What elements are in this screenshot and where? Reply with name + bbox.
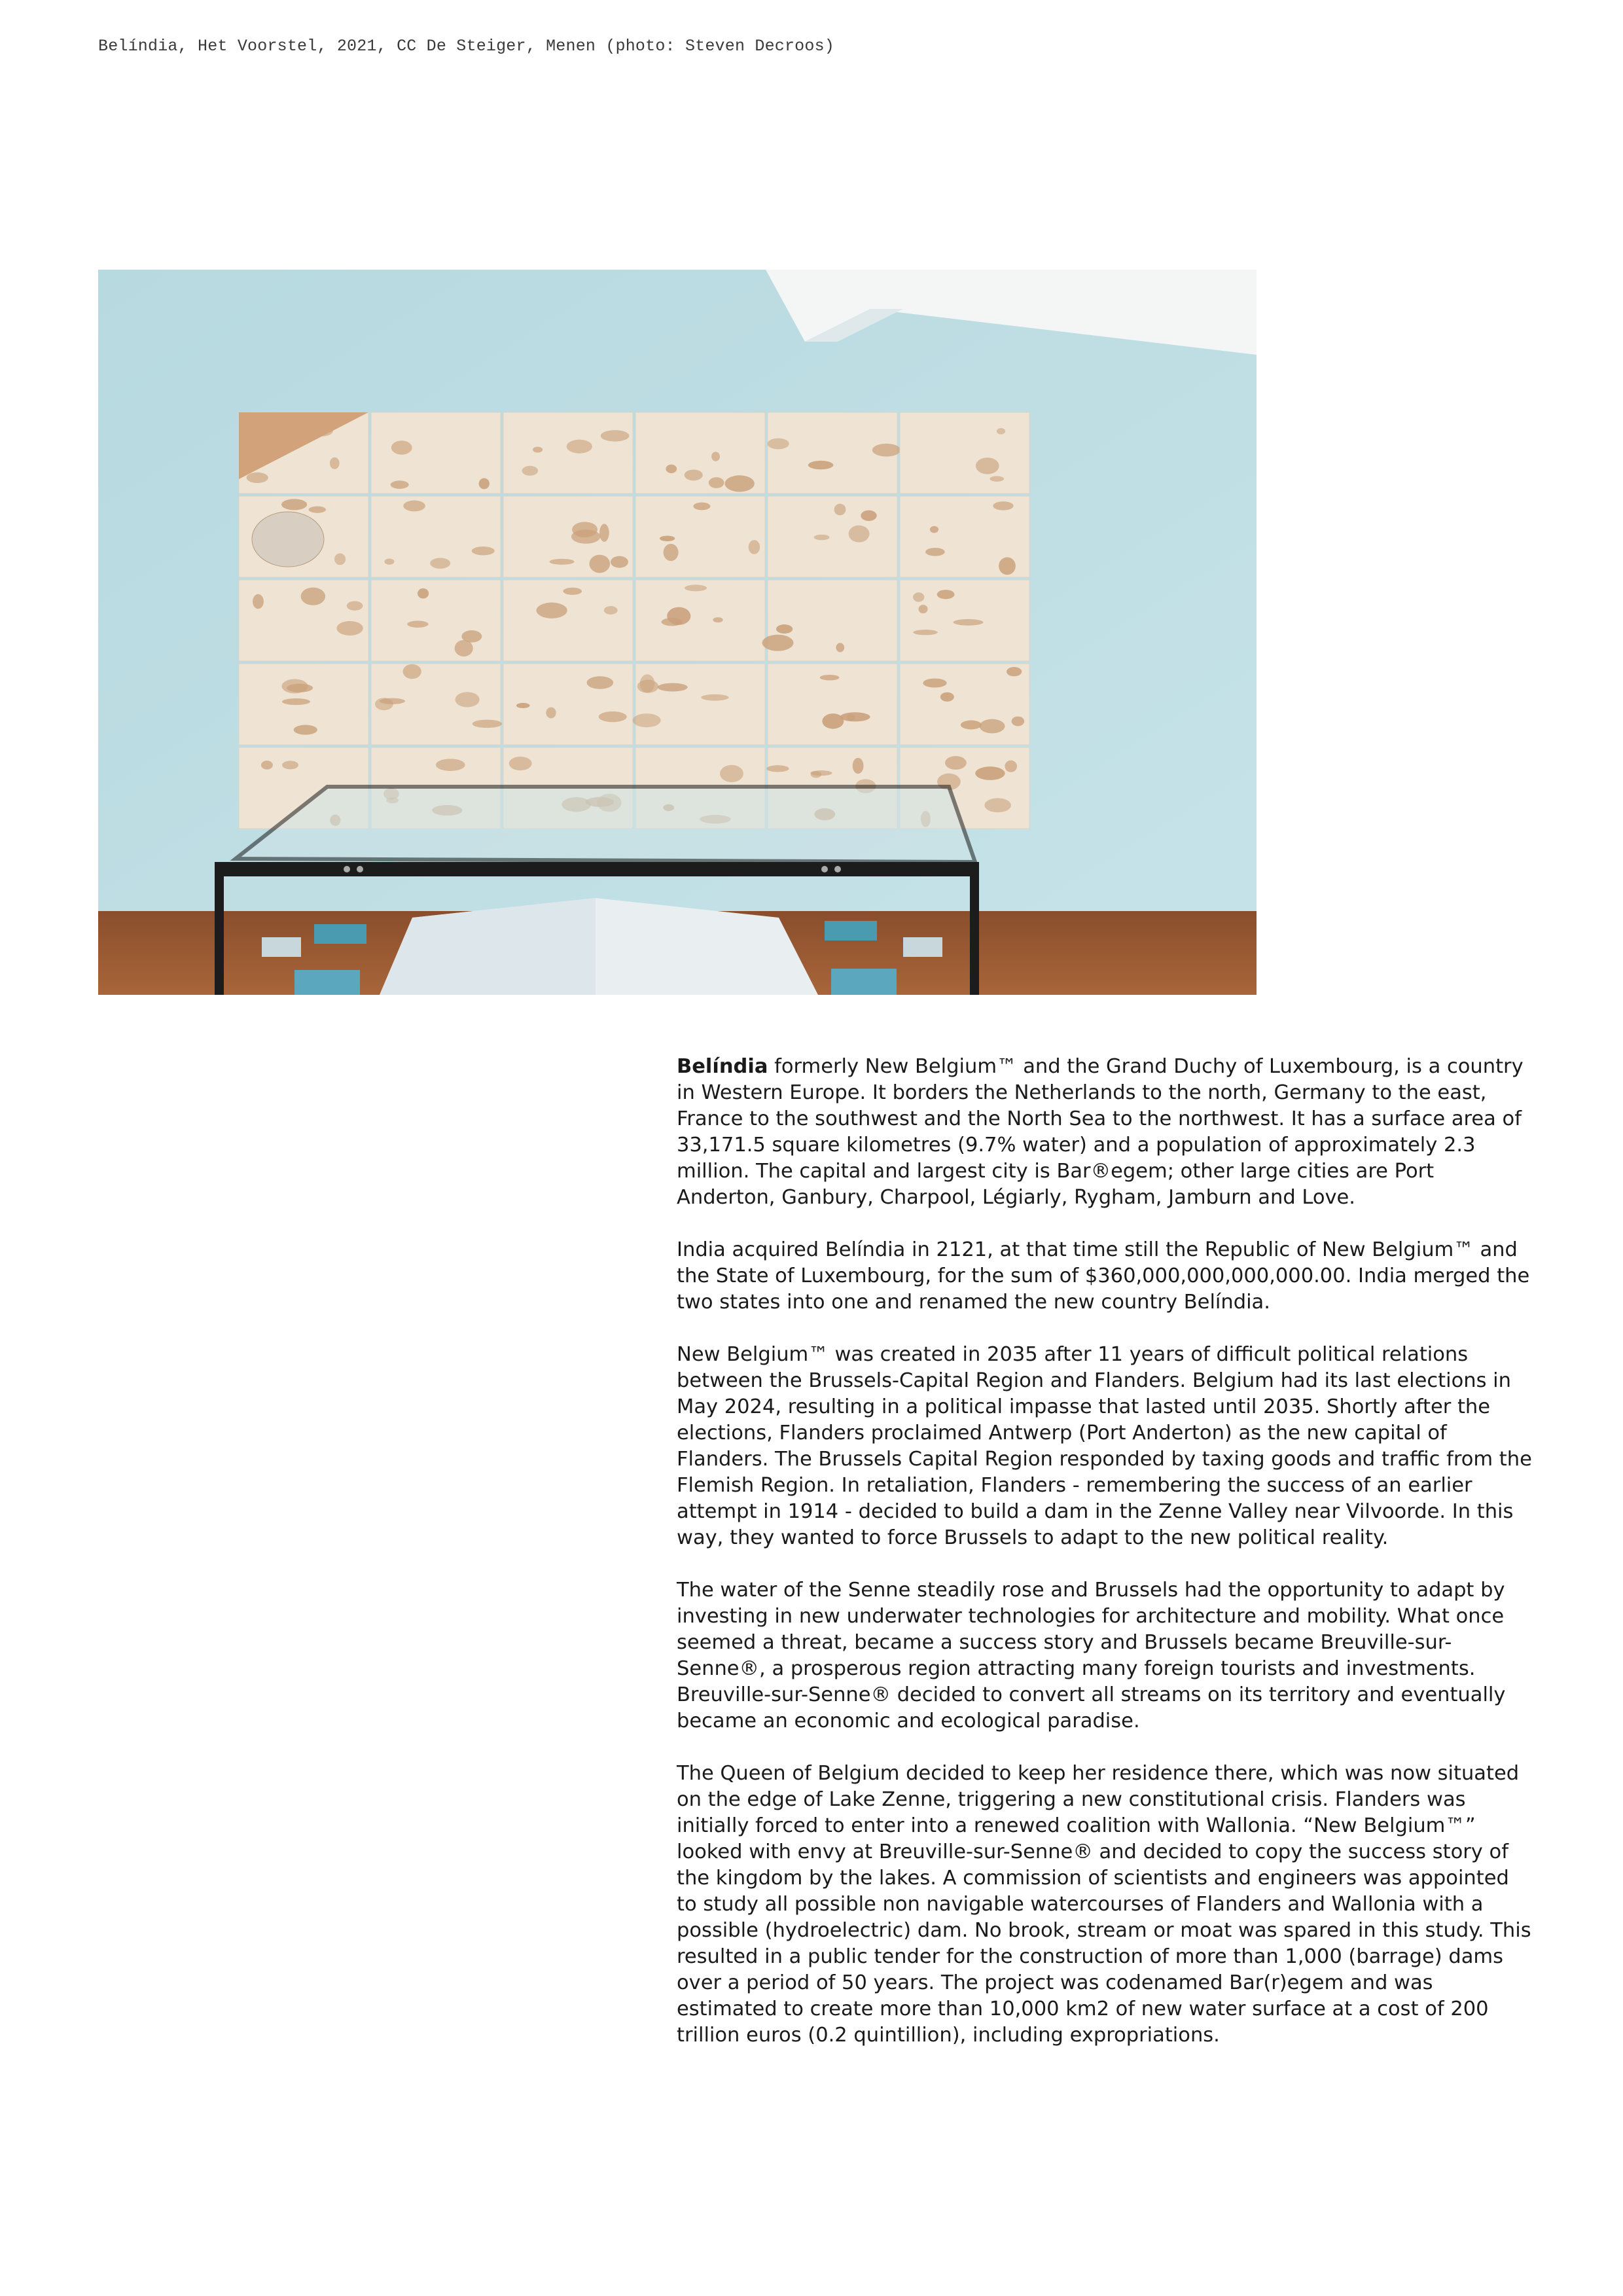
map-lake-mark (537, 603, 567, 619)
map-lake-mark (701, 694, 728, 701)
map-lake-mark (509, 757, 532, 770)
map-lake-mark (572, 522, 597, 537)
map-lake-mark (975, 766, 1005, 780)
map-lake-mark (403, 664, 421, 679)
map-lake-mark (430, 558, 450, 568)
map-lake-mark (820, 675, 840, 681)
map-lake-mark (1007, 667, 1022, 676)
map-lake-mark (633, 713, 661, 727)
map-lake-mark (768, 439, 789, 450)
map-lake-mark (533, 447, 543, 453)
map-lake-mark (418, 588, 429, 599)
map-lake-mark (261, 761, 273, 770)
map-lake-mark (836, 643, 844, 652)
map-lake-mark (336, 621, 363, 636)
article-body (677, 1054, 1534, 2075)
map-lake-mark (473, 720, 502, 728)
map-lake-mark (822, 713, 844, 728)
map-lake-mark (587, 676, 614, 689)
map-lake-mark (546, 708, 556, 719)
map-lake-mark (834, 504, 846, 516)
map-lake-mark (925, 548, 945, 556)
map-lake-mark (601, 430, 630, 441)
map-lake-mark (993, 501, 1013, 511)
map-tile (900, 664, 1029, 745)
map-lake-mark (984, 798, 1011, 812)
map-lake-mark (309, 507, 327, 513)
map-lake-mark (253, 594, 264, 609)
map-lake-mark (1012, 717, 1025, 726)
map-lake-mark (999, 557, 1016, 575)
map-lake-mark (1005, 761, 1017, 772)
map-lake-mark (664, 544, 679, 561)
map-lake-mark (247, 473, 268, 483)
map-lake-mark (301, 588, 326, 605)
map-lake-mark (455, 640, 473, 656)
map-lake-mark (666, 465, 677, 473)
map-lake-mark (913, 630, 937, 635)
map-lake-mark (766, 765, 789, 772)
map-lake-mark (384, 558, 394, 564)
paragraph-5: The Queen of Belgium decided to keep her residence there, which was now situated on the edge of Lake Zenne, triggering a new constitutional crisis. Flanders was initially forced to enter into a renewed coalition with Wallonia. “New Belgium™” looked with envy at Breuville-sur-Senne® and decided to copy the success story of the kingdom by the lakes. A commission of scientists and engineers was appointed to study all possible non navigable watercourses of Flanders and Wallonia with a possible (hydroelectric) dam. No brook, stream or moat was spared in this study. This resulted in a public tender for the construction of more than 1,000 (barrage) dams over a period of 50 years. The project was codenamed Bar(r)egem and was estimated to create more than 10,000 km2 of new water surface at a cost of 200 trillion euros (0.2 quintillion), including expropriations. (677, 1762, 1531, 2047)
map-lake-mark (685, 584, 707, 591)
map-lake-mark (847, 714, 855, 721)
map-lake-mark (282, 698, 310, 705)
map-lake-mark (375, 698, 393, 710)
map-lake-mark (334, 553, 346, 565)
map-lake-mark (808, 461, 834, 469)
map-lake-mark (550, 559, 575, 565)
paragraph-1 (677, 1054, 1534, 1211)
map-lake-mark (567, 440, 592, 454)
map-lake-mark (918, 605, 927, 613)
exhibition-photo-icon (98, 270, 1257, 995)
map-lake-mark (294, 725, 317, 734)
map-lake-mark (281, 679, 308, 694)
map-lake-mark (479, 478, 490, 490)
map-lake-mark (599, 711, 627, 722)
map-lake-mark (814, 535, 830, 541)
exhibition-photo (98, 270, 1257, 995)
map-lake-mark (840, 712, 870, 721)
map-lake-mark (658, 683, 688, 692)
paragraph-1-text: formerly New Belgium™ and the Grand Duchy of Luxembourg, is a country in Western Europe. It borders the Netherlands to the north, Germany to the east, France to the southwest and the North Sea to the northwest. It has a surface area of 33,171.5 square kilometres (9.7% water) and a population of approximately 2.3 million. The capital and largest city is Bar®egem; other large cities are Port Anderton, Ganbury, Charpool, Légiarly, Rygham, Jamburn and Love. (677, 1055, 1524, 1209)
map-lake-mark (252, 512, 324, 567)
map-lake-mark (660, 536, 675, 541)
map-lake-mark (720, 765, 743, 782)
map-lake-mark (436, 759, 465, 771)
map-lake-mark (980, 719, 1005, 734)
map-lake-mark (810, 770, 832, 776)
map-lake-mark (685, 469, 703, 480)
map-lake-mark (762, 635, 794, 651)
map-lake-mark (599, 524, 609, 541)
map-lake-mark (861, 511, 876, 521)
map-lake-mark (281, 499, 307, 510)
map-lake-mark (516, 703, 530, 708)
map-lake-mark (913, 592, 924, 602)
map-lake-mark (872, 444, 901, 457)
paragraph-4: The water of the Senne steadily rose and Brussels had the opportunity to adapt by investing in new underwater technologies for architecture and mobility. What once seemed a threat, became a success story and Brussels became Breuville-sur-Senne®, a prosperous region attracting many foreign tourists and investments. Breuville-sur-Senne® decided to convert all streams on its territory and eventually became an economic and ecological paradise. (677, 1579, 1506, 1732)
map-tile (503, 412, 633, 493)
map-lake-mark (990, 476, 1004, 481)
map-tile (768, 496, 897, 577)
map-lake-mark (407, 620, 428, 627)
map-lake-mark (749, 540, 760, 554)
map-lake-mark (637, 680, 658, 693)
map-lake-mark (997, 428, 1005, 435)
map-lake-mark (522, 466, 538, 476)
map-lake-mark (604, 606, 618, 615)
map-lake-mark (711, 452, 720, 461)
map-lake-mark (713, 617, 722, 622)
map-lake-mark (589, 555, 610, 573)
map-tile (371, 580, 501, 661)
map-lake-mark (611, 556, 628, 568)
map-lake-mark (937, 590, 955, 599)
map-lake-mark (849, 526, 870, 543)
map-lake-mark (693, 503, 710, 511)
map-lake-mark (455, 692, 479, 707)
map-lake-mark (853, 758, 864, 774)
map-lake-mark (282, 761, 298, 769)
map-lake-mark (961, 721, 982, 730)
map-lake-mark (945, 756, 967, 770)
map-lake-mark (391, 480, 409, 489)
map-lake-mark (776, 624, 793, 634)
map-lake-mark (923, 679, 946, 688)
map-lake-mark (563, 588, 582, 595)
map-lake-mark (330, 457, 340, 469)
map-lake-mark (930, 526, 938, 533)
lead-term: Belíndia (677, 1055, 768, 1078)
map-lake-mark (725, 475, 755, 492)
map-tile (900, 412, 1029, 493)
photo-caption: Belíndia, Het Voorstel, 2021, CC De Steiger, Menen (photo: Steven Decroos) (98, 37, 834, 56)
map-lake-mark (667, 607, 690, 625)
map-lake-mark (403, 501, 425, 512)
map-lake-mark (347, 601, 363, 610)
map-lake-mark (391, 440, 412, 454)
map-tile (635, 580, 765, 661)
map-lake-mark (709, 477, 724, 488)
map-lake-mark (472, 547, 495, 555)
map-lake-mark (953, 619, 983, 626)
paragraph-2: India acquired Belíndia in 2121, at that time still the Republic of New Belgium™ and the State of Luxembourg, for the sum of $360,000,000,000,000.00. India merged the two states into one and renamed the new country Belíndia. (677, 1238, 1530, 1314)
paragraph-3: New Belgium™ was created in 2035 after 11 years of difficult political relations between the Brussels-Capital Region and Flanders. Belgium had its last elections in May 2024, resulting in a political impasse that lasted until 2035. Shortly after the elections, Flanders proclaimed Antwerp (Port Anderton) as the new capital of Flanders. The Brussels Capital Region responded by taxing goods and traffic from the Flemish Region. In retaliation, Flanders - remembering the success of an earlier attempt in 1914 - decided to build a dam in the Zenne Valley near Vilvoorde. In this way, they wanted to force Brussels to adapt to the new political reality. (677, 1343, 1532, 1549)
map-lake-mark (976, 457, 999, 474)
map-lake-mark (940, 692, 954, 702)
map-tile (635, 664, 765, 745)
